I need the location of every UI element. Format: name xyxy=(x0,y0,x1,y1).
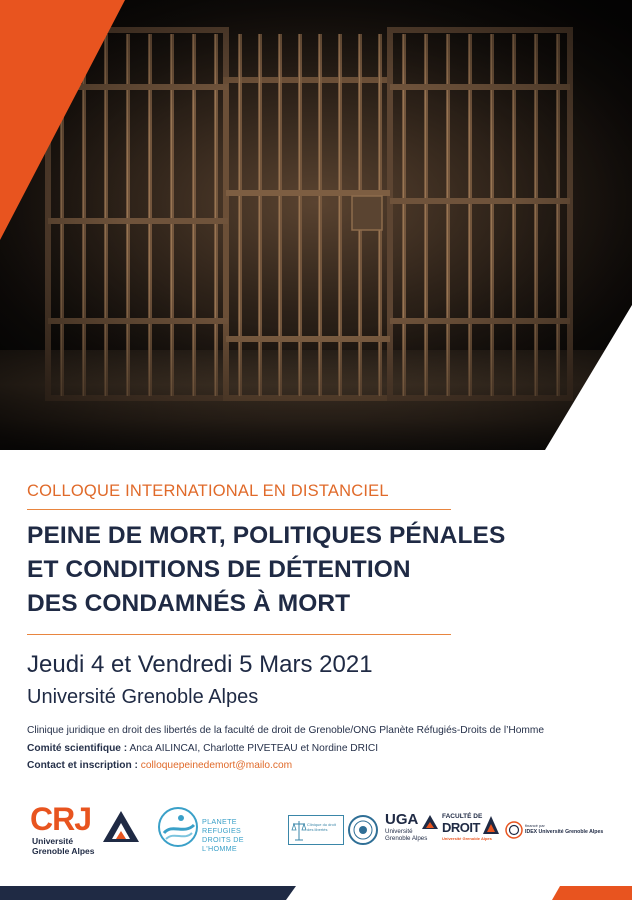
committee-label: Comité scientifique : xyxy=(27,743,128,754)
title-line-3: DES CONDAMNÉS À MORT xyxy=(27,590,351,617)
planete-refugies-logo xyxy=(156,805,271,851)
divider-bottom xyxy=(27,634,451,635)
event-dates: Jeudi 4 et Vendredi 5 Mars 2021 xyxy=(27,651,373,678)
crj-wordmark: CRJ xyxy=(30,801,92,837)
event-kicker: COLLOQUE INTERNATIONAL EN DISTANCIEL xyxy=(27,482,389,500)
committee-names: Anca AILINCAI, Charlotte PIVETEAU et Nordine DRICI xyxy=(129,743,379,754)
event-venue: Université Grenoble Alpes xyxy=(27,686,259,708)
contact-line xyxy=(27,760,292,771)
crj-logo xyxy=(30,801,140,857)
contact-label: Contact et inscription : xyxy=(27,760,138,771)
uga-wordmark: UGA xyxy=(385,811,419,828)
idex-badge-icon xyxy=(505,821,523,839)
fdd-line-1: FACULTÉ DE xyxy=(442,813,483,820)
crj-sub-line-1: Université xyxy=(32,836,74,846)
orange-corner-triangle xyxy=(0,0,125,240)
planete-line-1: PLANETE REFUGIES xyxy=(202,817,242,835)
clinique-text: Clinique du droit des libertés xyxy=(307,822,336,832)
fdd-line-3: Université Grenoble Alpes xyxy=(442,836,492,841)
uga-sub-line-1: Université xyxy=(385,828,413,835)
uga-logo xyxy=(385,811,440,851)
faculte-droit-logo xyxy=(442,813,504,851)
partner-logos xyxy=(0,795,632,865)
contact-email-link[interactable]: colloquepeinedemort@mailo.com xyxy=(140,760,293,771)
planete-globe-icon xyxy=(156,805,200,849)
organizers-line: Clinique juridique en droit des libertés de la faculté de droit de Grenoble/ONG Planète Réfugiés-Droits de l’Homme xyxy=(27,725,545,736)
planete-text xyxy=(202,817,271,853)
idex-line-1: financé par xyxy=(525,823,545,828)
fdd-triangle-icon xyxy=(482,815,500,835)
scales-icon xyxy=(291,816,307,844)
crj-triangle-icon xyxy=(102,809,140,843)
committee-line xyxy=(27,743,378,754)
idex-logo xyxy=(505,821,615,843)
clinique-logo xyxy=(288,815,344,845)
divider-top xyxy=(27,509,451,510)
fdd-line-2: DROIT xyxy=(442,820,480,835)
round-seal-icon xyxy=(348,815,378,845)
crj-sub-line-2: Grenoble Alpes xyxy=(32,845,95,856)
planete-line-2: DROITS DE L'HOMME xyxy=(202,835,244,853)
bottom-stripe xyxy=(0,886,632,900)
crj-subtitle xyxy=(32,837,95,856)
bottom-stripe-navy xyxy=(0,886,632,900)
title-line-1: PEINE DE MORT, POLITIQUES PÉNALES xyxy=(27,522,506,549)
page-title xyxy=(27,519,587,621)
idex-line-2: IDEX Université Grenoble Alpes xyxy=(525,829,604,835)
title-line-2: ET CONDITIONS DE DÉTENTION xyxy=(27,556,411,583)
uga-subtitle xyxy=(385,828,427,843)
uga-sub-line-2: Grenoble Alpes xyxy=(385,835,428,843)
